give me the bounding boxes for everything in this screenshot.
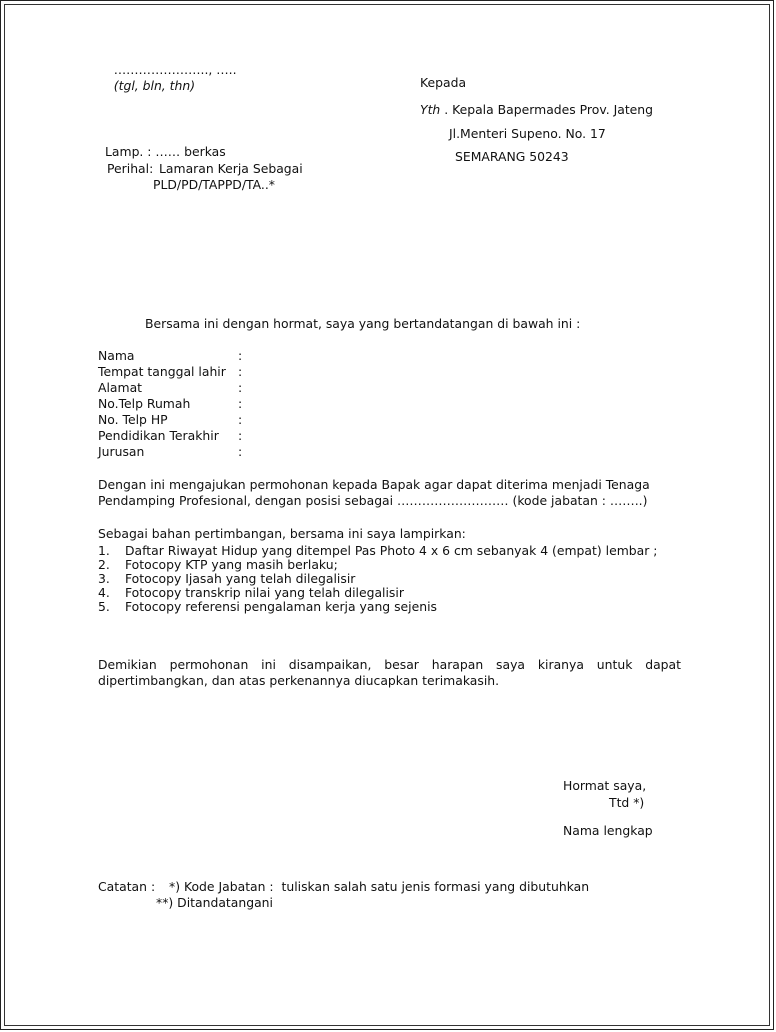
recipient-to: Kepada: [420, 75, 467, 90]
field-label: Tempat tanggal lahir: [98, 364, 226, 379]
field-row: [98, 364, 243, 380]
list-item-number: 2.: [98, 557, 110, 572]
field-colon: :: [238, 380, 243, 395]
field-row: [98, 444, 243, 460]
list-item: [98, 599, 437, 615]
field-label: Alamat: [98, 380, 143, 395]
field-row: [98, 412, 243, 428]
date-line-hint: (tgl, bln, thn): [113, 78, 196, 93]
signature-ttd: Ttd *): [609, 795, 645, 810]
list-item-text: Fotocopy referensi pengalaman kerja yang sejenis: [125, 599, 437, 614]
field-label: No.Telp Rumah: [98, 396, 191, 411]
recipient-yth: [420, 102, 653, 118]
field-colon: :: [238, 348, 243, 363]
field-row: [98, 396, 243, 412]
field-label: Pendidikan Terakhir: [98, 428, 219, 443]
signature-name: Nama lengkap: [563, 823, 653, 838]
field-colon: :: [238, 412, 243, 427]
field-colon: :: [238, 364, 243, 379]
field-row: [98, 428, 243, 444]
field-colon: :: [238, 444, 243, 459]
field-row: [98, 380, 243, 396]
list-item-text: Fotocopy KTP yang masih berlaku;: [125, 557, 338, 572]
date-line-dots: ………………….., …..: [113, 62, 237, 77]
recipient-address: Jl.Menteri Supeno. No. 17: [449, 126, 606, 141]
signature-regards: Hormat saya,: [563, 778, 647, 793]
perihal-value-2: PLD/PD/TAPPD/TA..*: [153, 177, 275, 192]
closing-line-2: dipertimbangkan, dan atas perkenannya diucapkan terimakasih.: [98, 673, 500, 688]
recipient-yth-prefix: Yth: [420, 102, 441, 117]
opening-paragraph: Bersama ini dengan hormat, saya yang bertandatangan di bawah ini :: [145, 316, 581, 331]
list-item-text: Fotocopy transkrip nilai yang telah dilegalisir: [125, 585, 404, 600]
field-label: Jurusan: [98, 444, 145, 459]
request-line-1: Dengan ini mengajukan permohonan kepada Bapak agar dapat diterima menjadi Tenaga: [98, 477, 650, 492]
list-item-number: 5.: [98, 599, 110, 614]
perihal-value-1: Lamaran Kerja Sebagai: [159, 161, 303, 176]
notes-label: Catatan :: [98, 879, 156, 894]
notes-item-2: **) Ditandatangani: [156, 895, 273, 910]
attachments-intro: Sebagai bahan pertimbangan, bersama ini saya lampirkan:: [98, 526, 466, 541]
recipient-city: SEMARANG 50243: [455, 149, 569, 164]
list-item-number: 3.: [98, 571, 110, 586]
request-line-2: Pendamping Profesional, dengan posisi sebagai ……………………… (kode jabatan : ……..): [98, 493, 648, 508]
list-item-number: 1.: [98, 543, 110, 558]
date-line: [98, 46, 237, 110]
list-item-text: Fotocopy Ijasah yang telah dilegalisir: [125, 571, 356, 586]
list-item-text: Daftar Riwayat Hidup yang ditempel Pas Photo 4 x 6 cm sebanyak 4 (empat) lembar ;: [125, 543, 658, 558]
field-label: No. Telp HP: [98, 412, 168, 427]
field-colon: :: [238, 396, 243, 411]
list-item-number: 4.: [98, 585, 110, 600]
recipient-yth-rest: . Kepala Bapermades Prov. Jateng: [440, 102, 654, 117]
field-label: Nama: [98, 348, 135, 363]
lamp-line: Lamp. : …… berkas: [105, 144, 226, 159]
perihal-label: Perihal:: [107, 161, 154, 176]
field-colon: :: [238, 428, 243, 443]
field-row: [98, 348, 243, 364]
notes-item-1: *) Kode Jabatan : tuliskan salah satu jenis formasi yang dibutuhkan: [169, 879, 590, 894]
closing-line-1: Demikian permohonan ini disampaikan, besar harapan saya kiranya untuk dapat: [98, 657, 681, 672]
